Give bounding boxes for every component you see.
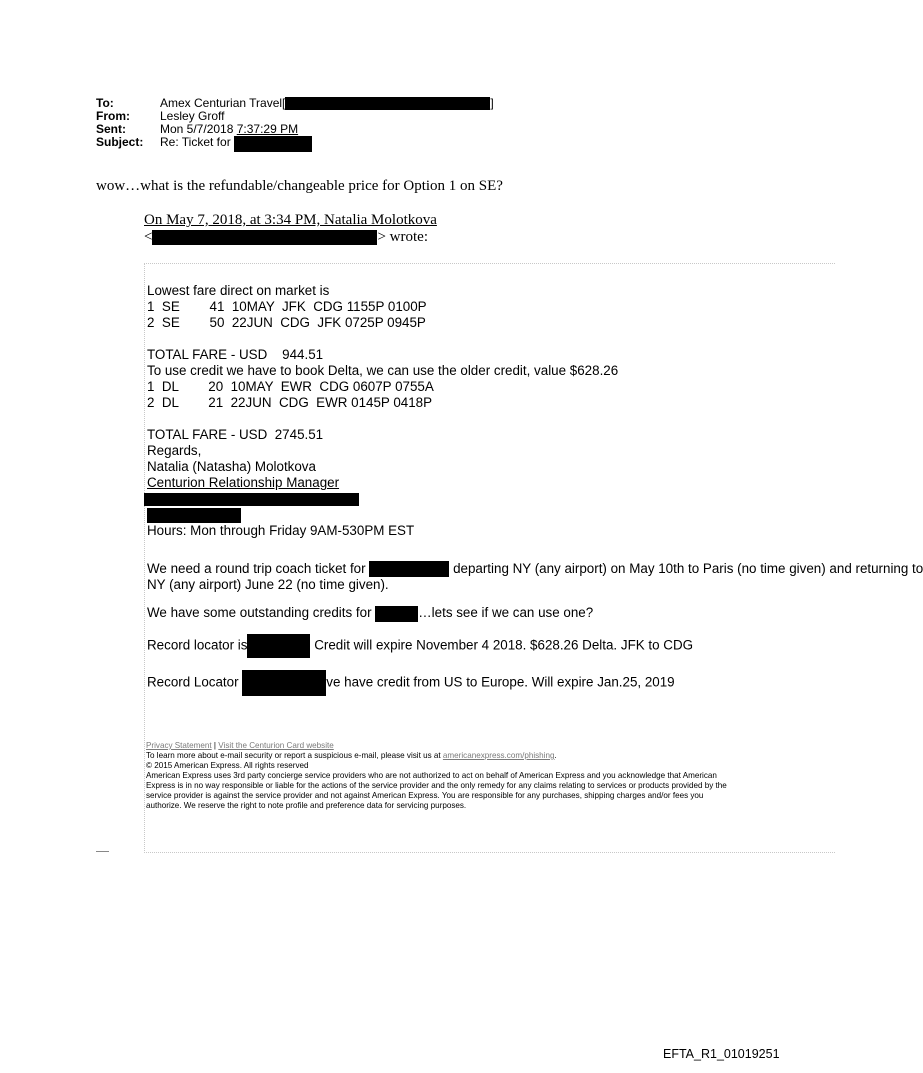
credits-a: We have some outstanding credits for bbox=[147, 605, 372, 621]
regards: Regards, bbox=[147, 443, 202, 458]
amex-footer bbox=[146, 741, 816, 811]
locator1-b: Credit will expire November 4 2018. $628.26 Delta. JFK to CDG bbox=[314, 637, 694, 653]
sent-time: 7:37:29 PM bbox=[236, 122, 299, 136]
privacy-statement-link[interactable]: Privacy Statement bbox=[146, 741, 212, 750]
credit-note: To use credit we have to book Delta, we can use the older credit, value $628.26 bbox=[147, 363, 619, 378]
option1-leg1: 1 SE 41 10MAY JFK CDG 1155P 0100P bbox=[147, 299, 427, 314]
disclaimer-1: American Express uses 3rd party concierge service providers who are not authorized to act on behalf of American Express and you acknowledge that American bbox=[146, 771, 717, 780]
to-label: To: bbox=[96, 96, 114, 110]
redaction-passenger-2 bbox=[375, 606, 418, 622]
locator1-a: Record locator is bbox=[147, 637, 248, 653]
quote-header bbox=[144, 212, 437, 246]
request-a: We need a round trip coach ticket for bbox=[147, 561, 366, 576]
redaction-sig-email bbox=[144, 493, 359, 506]
locator2-b: ve have credit from US to Europe. Will expire Jan.25, 2019 bbox=[326, 674, 675, 690]
total-fare-1: TOTAL FARE - USD 944.51 bbox=[147, 347, 324, 362]
redaction-sender-email bbox=[152, 230, 377, 245]
subject-row bbox=[96, 136, 494, 152]
redacted-phone-line bbox=[147, 507, 816, 523]
quoted-body bbox=[147, 283, 923, 696]
request-b: departing NY (any airport) on May 10th to Paris (no time given) and returning to bbox=[453, 561, 923, 576]
centurion-website-link[interactable]: Visit the Centurion Card website bbox=[218, 741, 334, 750]
redaction-locator-2 bbox=[242, 670, 326, 696]
option1-leg2: 2 SE 50 22JUN CDG JFK 0725P 0945P bbox=[147, 315, 426, 330]
footer-links bbox=[146, 741, 816, 751]
disclaimer-2: Express is in no way responsible or liable for the actions of the service provider and the only remedy for any claims relating to services or products provided by the bbox=[146, 781, 727, 790]
redaction-sig-phone bbox=[147, 508, 241, 523]
divider bbox=[96, 851, 109, 852]
to-row bbox=[96, 97, 494, 110]
quote-lt: < bbox=[144, 229, 153, 245]
phishing-link[interactable]: americanexpress.com/phishing bbox=[442, 751, 555, 760]
quote-wrote: > wrote: bbox=[377, 229, 428, 245]
quote-line1: On May 7, 2018, at 3:34 PM, Natalia Molotkova bbox=[144, 212, 437, 228]
hours-line: Hours: Mon through Friday 9AM-530PM EST bbox=[147, 523, 415, 538]
sent-date: Mon 5/7/2018 bbox=[160, 122, 234, 136]
signature-title: Centurion Relationship Manager bbox=[147, 475, 340, 490]
redaction-locator-1 bbox=[247, 634, 310, 658]
locator2-line bbox=[147, 670, 816, 696]
redaction-passenger-1 bbox=[369, 561, 449, 577]
redacted-email-line bbox=[147, 491, 816, 507]
from-value: Lesley Groff bbox=[160, 109, 225, 123]
to-end: ] bbox=[490, 96, 494, 110]
total-fare-2: TOTAL FARE - USD 2745.51 bbox=[147, 427, 324, 442]
locator1-line bbox=[147, 634, 816, 658]
subject-value: Re: Ticket for bbox=[160, 135, 231, 149]
email-header bbox=[96, 97, 494, 152]
copyright: © 2015 American Express. All rights reserved bbox=[146, 761, 309, 770]
security-text: To learn more about e-mail security or report a suspicious e-mail, please visit us at bbox=[146, 751, 441, 760]
document-id: EFTA_R1_01019251 bbox=[663, 1047, 780, 1061]
footer-sep: | bbox=[211, 741, 219, 750]
credits-b: …lets see if we can use one? bbox=[418, 605, 594, 621]
to-value: Amex Centurian Travel[ bbox=[160, 96, 286, 110]
reply-text: wow…what is the refundable/changeable price for Option 1 on SE? bbox=[96, 178, 503, 194]
request-line-2: NY (any airport) June 22 (no time given). bbox=[147, 577, 389, 593]
sent-label: Sent: bbox=[96, 122, 126, 136]
subject-label: Subject: bbox=[96, 135, 144, 149]
request-line bbox=[147, 561, 923, 577]
sent-row bbox=[96, 123, 494, 136]
signature-name: Natalia (Natasha) Molotkova bbox=[147, 459, 316, 474]
redaction-to-email bbox=[285, 97, 490, 110]
security-line: To learn more about e-mail security or report a suspicious e-mail, please visit us at americanexpress.com/phishing. bbox=[146, 751, 557, 760]
locator2-a: Record Locator bbox=[147, 674, 239, 690]
disclaimer-3: service provider is against the service provider and not against American Express. You are responsible for any purchases, shipping charges and/or fees you bbox=[146, 791, 704, 800]
option2-leg2: 2 DL 21 22JUN CDG EWR 0145P 0418P bbox=[147, 395, 433, 410]
redaction-subject bbox=[234, 136, 312, 152]
from-label: From: bbox=[96, 109, 130, 123]
lowest-fare-line: Lowest fare direct on market is bbox=[147, 283, 330, 298]
option2-leg1: 1 DL 20 10MAY EWR CDG 0607P 0755A bbox=[147, 379, 434, 394]
quote-line2 bbox=[144, 229, 437, 246]
disclaimer-4: authorize. We reserve the right to note profile and preference data for servicing purposes. bbox=[146, 801, 467, 810]
credits-line bbox=[147, 605, 816, 621]
